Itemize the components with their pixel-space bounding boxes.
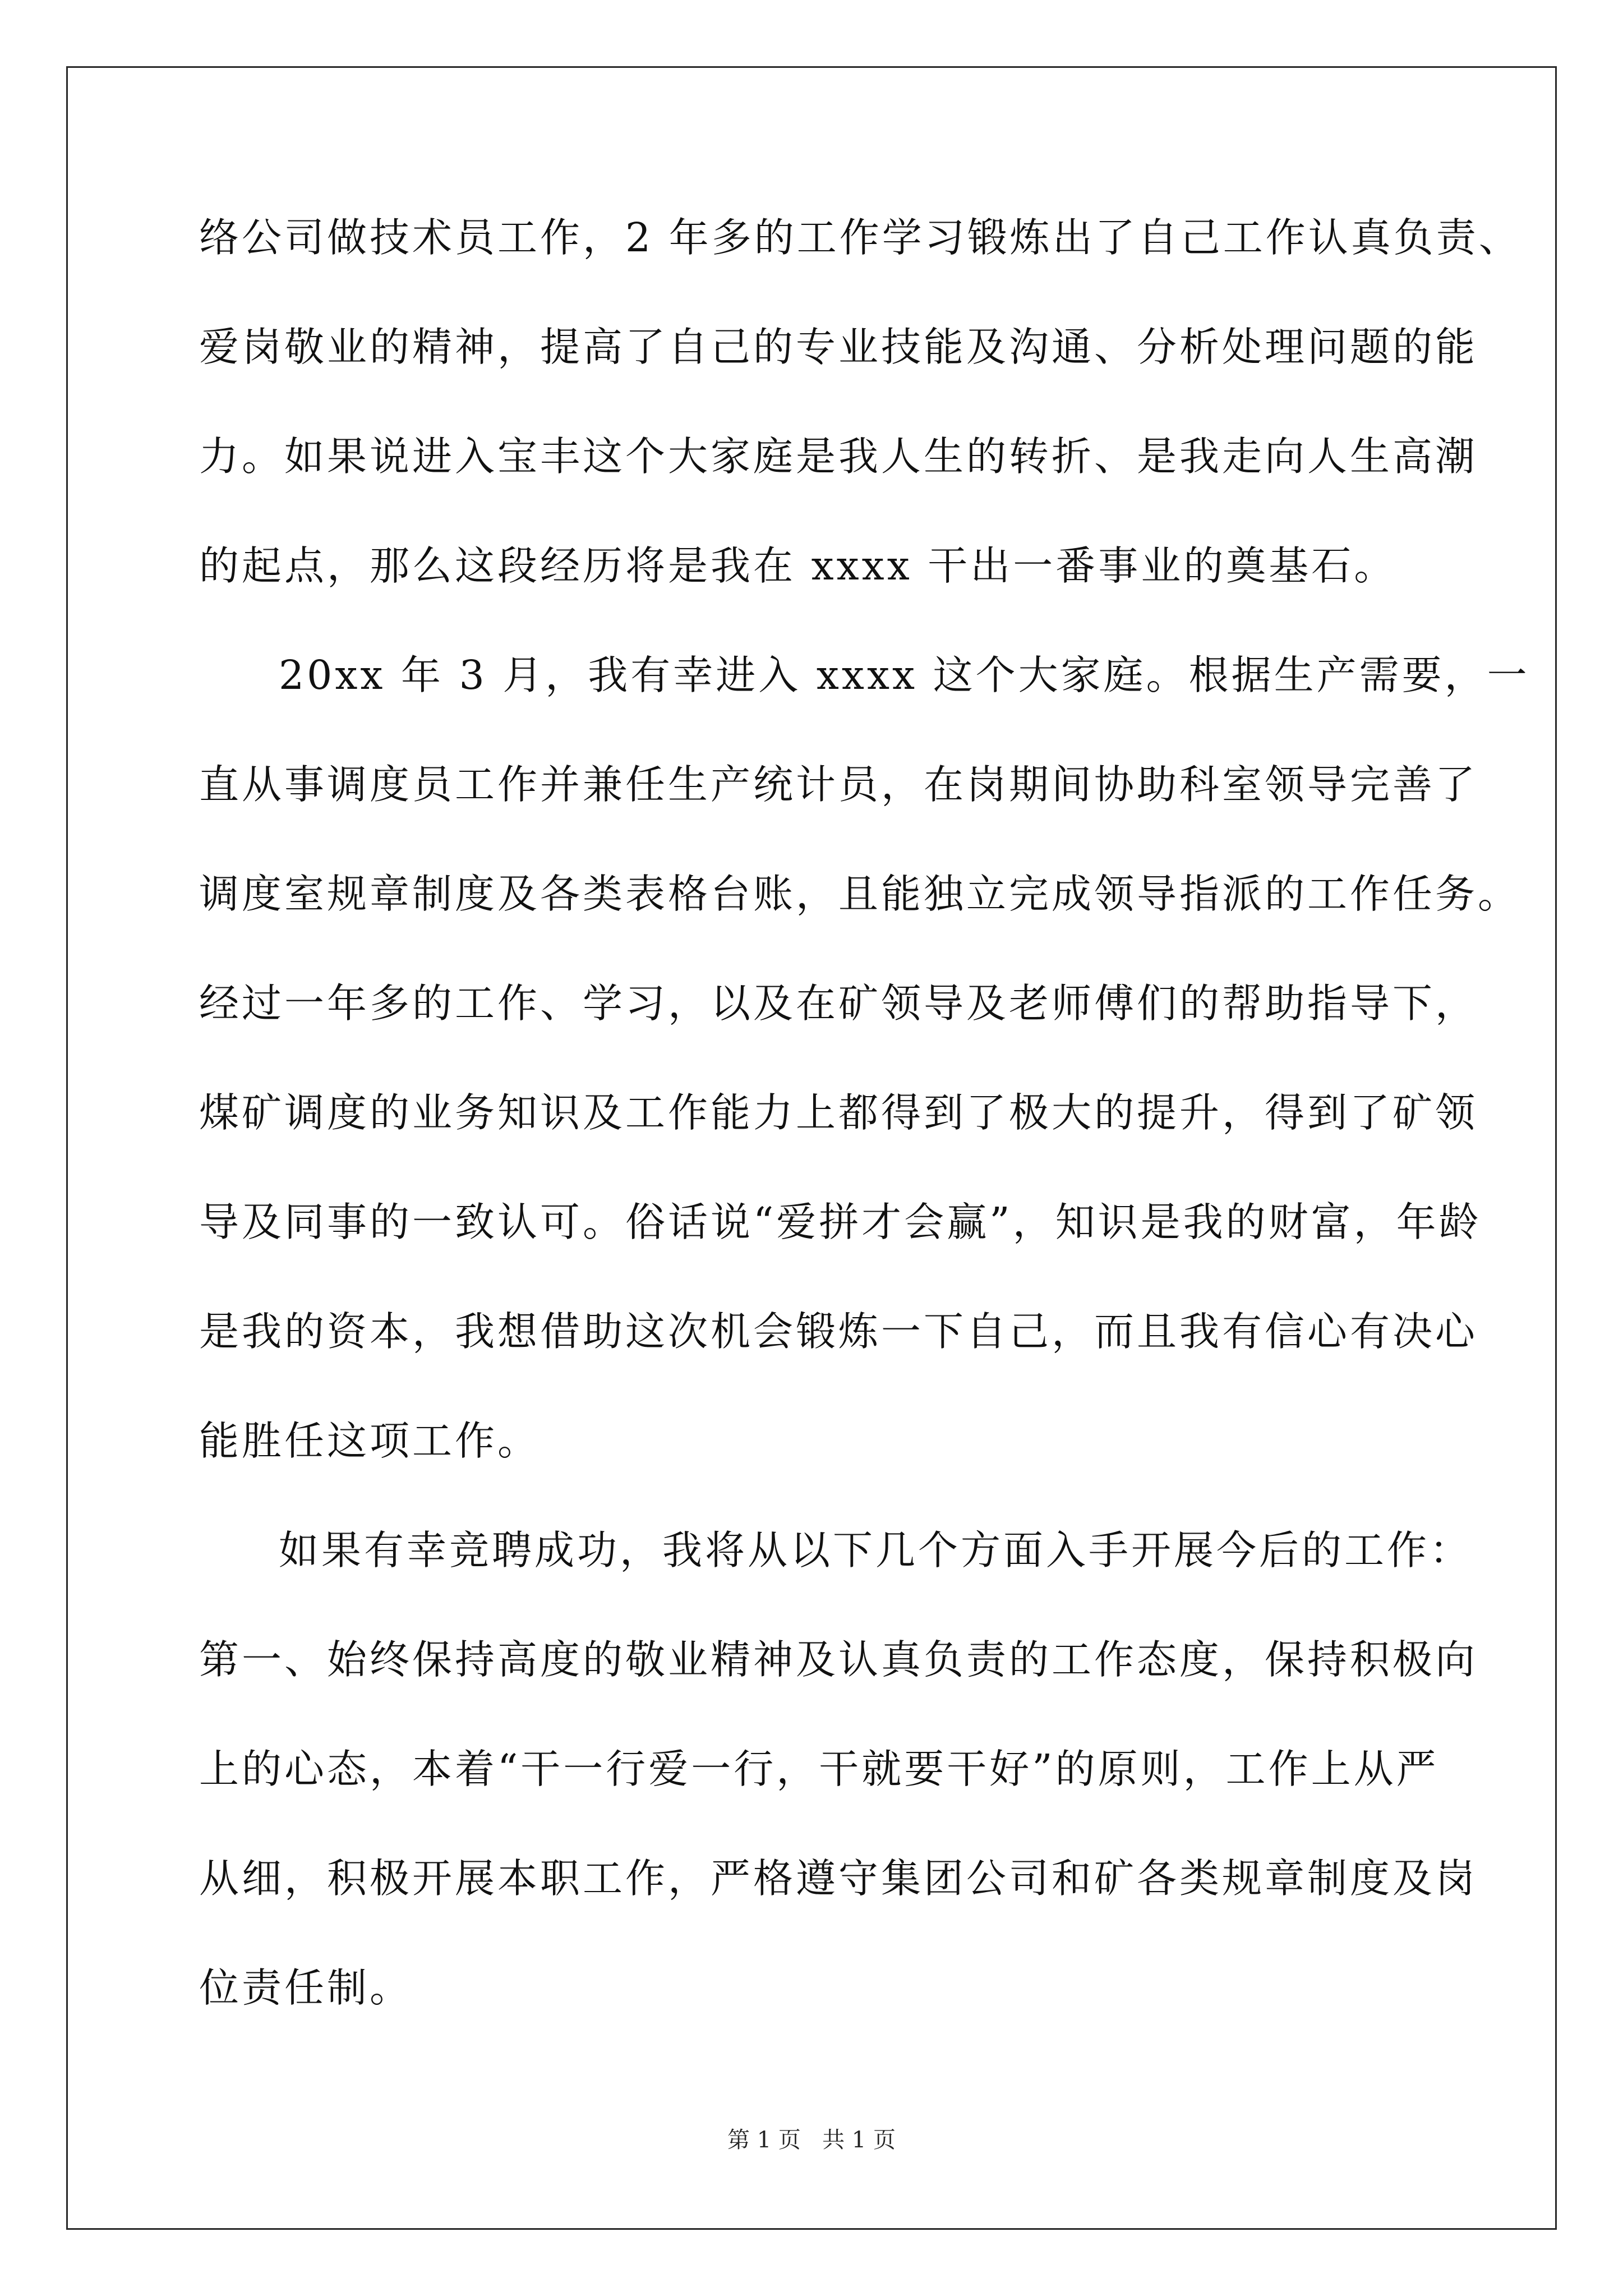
text-line: 爱岗敬业的精神，提高了自己的专业技能及沟通、分析处理问题的能 <box>199 324 1478 370</box>
text-line: 第一、始终保持高度的敬业精神及认真负责的工作态度，保持积极向 <box>199 1636 1478 1683</box>
text-line: 能胜任这项工作。 <box>199 1418 541 1464</box>
text-line: 络公司做技术员工作，2 年多的工作学习锻炼出了自己工作认真负责、 <box>199 214 1521 261</box>
text-line: 是我的资本，我想借助这次机会锻炼一下自己，而且我有信心有决心 <box>199 1308 1478 1355</box>
text-line: 位责任制。 <box>199 1964 413 2011</box>
text-line: 直从事调度员工作并兼任生产统计员，在岗期间协助科室领导完善了 <box>199 761 1478 808</box>
text-line: 从细，积极开展本职工作，严格遵守集团公司和矿各类规章制度及岗 <box>199 1855 1478 1902</box>
text-line: 力。如果说进入宝丰这个大家庭是我人生的转折、是我走向人生高潮 <box>199 433 1478 480</box>
text-line: 导及同事的一致认可。俗话说“爱拼才会赢”，知识是我的财富，年龄 <box>199 1199 1482 1245</box>
text-line: 上的心态，本着“干一行爱一行，干就要干好”的原则，工作上从严 <box>199 1746 1439 1792</box>
page-footer: 第 1 页 共 1 页 <box>727 2127 896 2153</box>
text-line: 经过一年多的工作、学习，以及在矿领导及老师傅们的帮助指导下， <box>199 980 1478 1027</box>
paragraph-start-line: 如果有幸竞聘成功，我将从以下几个方面入手开展今后的工作： <box>279 1527 1473 1573</box>
text-line: 调度室规章制度及各类表格台账，且能独立完成领导指派的工作任务。 <box>199 871 1521 917</box>
text-line: 煤矿调度的业务知识及工作能力上都得到了极大的提升，得到了矿领 <box>199 1089 1478 1136</box>
text-line: 的起点，那么这段经历将是我在 xxxx 干出一番事业的奠基石。 <box>199 542 1397 589</box>
paragraph-start-line: 20xx 年 3 月，我有幸进入 xxxx 这个大家庭。根据生产需要，一 <box>279 652 1530 698</box>
